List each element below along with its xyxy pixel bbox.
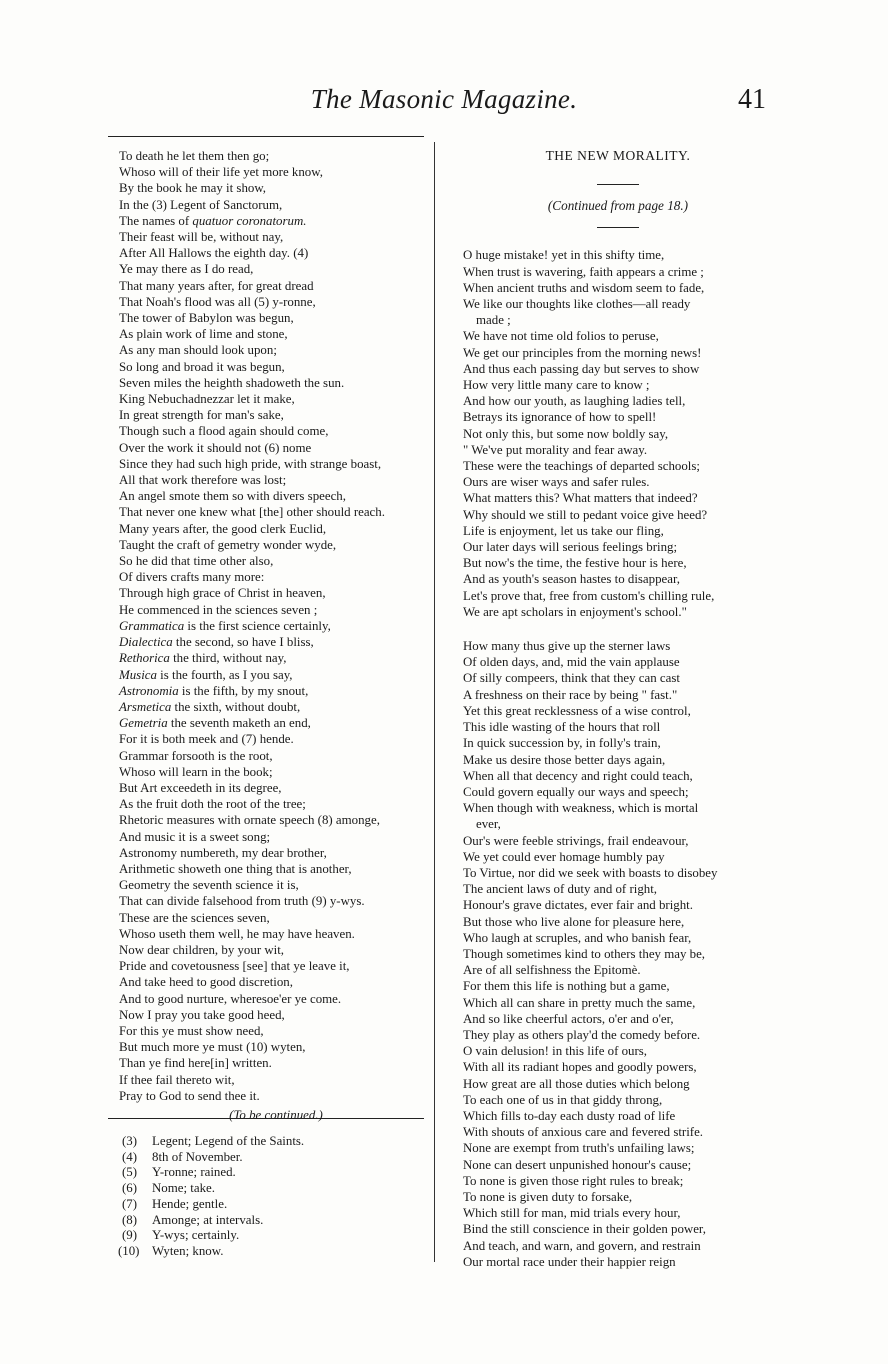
text-line: So he did that time other also, bbox=[119, 554, 274, 569]
text-line: And take heed to good discretion, bbox=[119, 975, 293, 990]
text-line: Than ye find here[in] written. bbox=[119, 1056, 272, 1071]
footnote-text: Wyten; know. bbox=[152, 1243, 224, 1258]
text-line: In great strength for man's sake, bbox=[119, 408, 284, 423]
text-line: That many years after, for great dread bbox=[119, 278, 314, 293]
text-line: That never one knew what [the] other should reach. bbox=[119, 505, 385, 520]
article-subheading: (Continued from page 18.) bbox=[547, 198, 689, 214]
text-line: Through high grace of Christ in heaven, bbox=[119, 586, 326, 601]
text-line: Though such a flood again should come, bbox=[119, 424, 329, 439]
header-rule bbox=[108, 136, 424, 137]
text-line: Honour's grave dictates, ever fair and bright. bbox=[463, 898, 693, 913]
text-line: Pray to God to send thee it. bbox=[119, 1088, 260, 1103]
text-line: Geometry the seventh science it is, bbox=[119, 878, 299, 893]
text-line: Not only this, but some now boldly say, bbox=[463, 426, 669, 441]
text-line: Of olden days, and, mid the vain applause bbox=[463, 655, 680, 670]
text-line: They play as others play'd the comedy before. bbox=[463, 1027, 701, 1042]
text-line: " We've put morality and fear away. bbox=[463, 442, 648, 457]
text-line: And to good nurture, wheresoe'er ye come. bbox=[119, 991, 342, 1006]
text-line: Let's prove that, free from custom's chilling rule, bbox=[463, 588, 715, 603]
text-line: But much more ye must (10) wyten, bbox=[119, 1040, 306, 1055]
text-line: If thee fail thereto wit, bbox=[119, 1072, 235, 1087]
column-divider bbox=[434, 142, 435, 1262]
text-line: That Noah's flood was all (5) y-ronne, bbox=[119, 294, 316, 309]
text-line: Rethorica the third, without nay, bbox=[119, 651, 287, 666]
text-line: Life is enjoyment, let us take our fling, bbox=[463, 523, 664, 538]
footnote-text: Hende; gentle. bbox=[152, 1196, 228, 1211]
text-line: Who laugh at scruples, and who banish fear, bbox=[463, 930, 692, 945]
text-line: These are the sciences seven, bbox=[119, 910, 270, 925]
footnote bbox=[118, 1165, 304, 1181]
text-line: Astronomia is the fifth, by my snout, bbox=[119, 683, 309, 698]
text-line: To none is given those right rules to break; bbox=[463, 1173, 684, 1188]
text-line: Are of all selfishness the Epitomè. bbox=[463, 963, 641, 978]
footnote-text: Nome; take. bbox=[152, 1181, 215, 1196]
text-line: As the fruit doth the root of the tree; bbox=[119, 797, 306, 812]
text-line: Now I pray you take good heed, bbox=[119, 1007, 285, 1022]
text-line: O huge mistake! yet in this shifty time, bbox=[463, 248, 665, 263]
text-line: Whoso will of their life yet more know, bbox=[119, 165, 323, 180]
text-line: Seven miles the heighth shadoweth the sun. bbox=[119, 375, 345, 390]
text-line: Which still for man, mid trials every hour, bbox=[463, 1206, 681, 1221]
left-column bbox=[119, 148, 433, 1123]
text-line: How great are all those duties which belong bbox=[463, 1076, 690, 1091]
text-line: ever, bbox=[476, 817, 501, 832]
text-line: None can desert unpunished honour's cause; bbox=[463, 1157, 692, 1172]
text-line: An angel smote them so with divers speech, bbox=[119, 489, 346, 504]
text-line: And music it is a sweet song; bbox=[119, 829, 271, 844]
text-line: Yet this great recklessness of a wise control, bbox=[463, 703, 691, 718]
footnote-number: (6) bbox=[122, 1181, 138, 1196]
footnote-number: (3) bbox=[122, 1134, 138, 1148]
text-line: King Nebuchadnezzar let it make, bbox=[119, 392, 295, 407]
text-line: Of divers crafts many more: bbox=[119, 570, 265, 585]
footnote-rule bbox=[108, 1118, 424, 1119]
text-line: By the book he may it show, bbox=[119, 181, 267, 196]
text-line: Gemetria the seventh maketh an end, bbox=[119, 716, 311, 731]
text-line: Dialectica the second, so have I bliss, bbox=[119, 635, 314, 650]
stanza-2 bbox=[463, 638, 773, 1270]
footnote bbox=[118, 1134, 304, 1150]
footnote-text: 8th of November. bbox=[152, 1149, 243, 1164]
text-line: made ; bbox=[476, 313, 511, 328]
footnotes bbox=[118, 1134, 304, 1260]
text-line: Grammatica is the first science certainly, bbox=[119, 618, 331, 633]
text-line: To Virtue, nor did we seek with boasts to disobey bbox=[463, 865, 718, 880]
text-line: Musica is the fourth, as I you say, bbox=[119, 667, 293, 682]
text-line: O vain delusion! in this life of ours, bbox=[463, 1044, 648, 1059]
text-line: Their feast will be, without nay, bbox=[119, 230, 284, 245]
footnote bbox=[118, 1197, 304, 1213]
text-line: And so like cheerful actors, o'er and o'er, bbox=[463, 1011, 674, 1026]
text-line: The names of quatuor coronatorum. bbox=[119, 213, 307, 228]
text-line: With shouts of anxious care and fevered strife. bbox=[463, 1125, 704, 1140]
magazine-title: The Masonic Magazine. bbox=[310, 84, 578, 114]
text-line: We yet could ever homage humbly pay bbox=[463, 849, 665, 864]
text-line: Arsmetica the sixth, without doubt, bbox=[119, 699, 301, 714]
text-line: Ours are wiser ways and safer rules. bbox=[463, 475, 650, 490]
text-line: Whoso will learn in the book; bbox=[119, 764, 273, 779]
text-line: But those who live alone for pleasure here, bbox=[463, 914, 685, 929]
text-line: None are exempt from truth's unfailing laws; bbox=[463, 1141, 695, 1156]
text-line: All that work therefore was lost; bbox=[119, 473, 287, 488]
article-heading: THE NEW MORALITY. bbox=[545, 148, 691, 163]
text-line: When trust is wavering, faith appears a crime ; bbox=[463, 264, 704, 279]
to-be-continued: (To be continued.) bbox=[229, 1107, 323, 1122]
text-line: A freshness on their race by being " fast." bbox=[463, 687, 678, 702]
text-line: Which all can share in pretty much the same, bbox=[463, 995, 696, 1010]
text-line: To each one of us in that giddy throng, bbox=[463, 1092, 663, 1107]
text-line: Whoso useth them well, he may have heaven. bbox=[119, 926, 355, 941]
text-line: Since they had such high pride, with strange boast, bbox=[119, 456, 382, 471]
footnote-text: Amonge; at intervals. bbox=[152, 1212, 264, 1227]
text-line: For it is both meek and (7) hende. bbox=[119, 732, 294, 747]
text-line: As any man should look upon; bbox=[119, 343, 277, 358]
text-line: Betrays its ignorance of how to spell! bbox=[463, 410, 657, 425]
footnote-text: Y-wys; certainly. bbox=[152, 1228, 240, 1243]
text-line: When though with weakness, which is mortal bbox=[463, 801, 699, 816]
text-line: That can divide falsehood from truth (9) y-wys. bbox=[119, 894, 365, 909]
text-line: Rhetoric measures with ornate speech (8) amonge, bbox=[119, 813, 380, 828]
page-number: 41 bbox=[738, 84, 766, 115]
footnote-number: (7) bbox=[122, 1196, 138, 1211]
footnote-number: (8) bbox=[122, 1212, 138, 1227]
text-line: But Art exceedeth in its degree, bbox=[119, 780, 282, 795]
text-line: For them this life is nothing but a game, bbox=[463, 979, 670, 994]
text-line: Bind the still conscience in their golden power, bbox=[463, 1222, 706, 1237]
text-line: Make us desire those better days again, bbox=[463, 752, 666, 767]
footnote bbox=[118, 1213, 304, 1229]
text-line: In quick succession by, in folly's train, bbox=[463, 736, 661, 751]
text-line: So long and broad it was begun, bbox=[119, 359, 285, 374]
text-line: Now dear children, by your wit, bbox=[119, 942, 285, 957]
text-line: Ye may there as I do read, bbox=[119, 262, 254, 277]
text-line: Our mortal race under their happier reign bbox=[463, 1254, 676, 1269]
page-header bbox=[0, 84, 888, 124]
text-line: Arithmetic showeth one thing that is another, bbox=[119, 861, 352, 876]
text-line: Could govern equally our ways and speech; bbox=[463, 784, 689, 799]
text-line: We have not time old folios to peruse, bbox=[463, 329, 659, 344]
text-line: Which fills to-day each dusty road of life bbox=[463, 1108, 676, 1123]
text-line: But now's the time, the festive hour is here, bbox=[463, 556, 687, 571]
footnote bbox=[118, 1244, 304, 1260]
right-column bbox=[463, 148, 773, 1270]
text-line: How very little many care to know ; bbox=[463, 378, 650, 393]
footnote-number: (4) bbox=[122, 1149, 138, 1164]
text-line: The tower of Babylon was begun, bbox=[119, 311, 294, 326]
poem-lines bbox=[119, 148, 433, 1104]
footnote bbox=[118, 1181, 304, 1197]
text-line: Many years after, the good clerk Euclid, bbox=[119, 521, 327, 536]
text-line: How many thus give up the sterner laws bbox=[463, 639, 671, 654]
text-line: For this ye must show need, bbox=[119, 1023, 264, 1038]
text-line: He commenced in the sciences seven ; bbox=[119, 602, 318, 617]
text-line: In the (3) Legent of Sanctorum, bbox=[119, 197, 283, 212]
text-line: Over the work it should not (6) nome bbox=[119, 440, 312, 455]
footnote-number: (5) bbox=[122, 1165, 138, 1180]
footnote-number: (9) bbox=[122, 1228, 138, 1243]
text-line: Taught the craft of gemetry wonder wyde, bbox=[119, 537, 337, 552]
text-line: The ancient laws of duty and of right, bbox=[463, 882, 658, 897]
text-line: Of silly compeers, think that they can cast bbox=[463, 671, 680, 686]
text-line: Though sometimes kind to others they may be, bbox=[463, 946, 706, 961]
footnote bbox=[118, 1228, 304, 1244]
text-line: When ancient truths and wisdom seem to fade, bbox=[463, 280, 705, 295]
text-line: These were the teachings of departed schools; bbox=[463, 459, 700, 474]
text-line: We are apt scholars in enjoyment's school." bbox=[463, 604, 687, 619]
footnote bbox=[118, 1150, 304, 1166]
text-line: And as youth's season hastes to disappear, bbox=[463, 572, 680, 587]
footnote-number: (10) bbox=[118, 1243, 140, 1258]
stanza-1 bbox=[463, 247, 773, 620]
text-line: As plain work of lime and stone, bbox=[119, 327, 288, 342]
text-line: Grammar forsooth is the root, bbox=[119, 748, 273, 763]
text-line: We get our principles from the morning news! bbox=[463, 345, 702, 360]
text-line: We like our thoughts like clothes—all ready bbox=[463, 297, 691, 312]
text-line: To none is given duty to forsake, bbox=[463, 1189, 633, 1204]
text-line: With all its radiant hopes and goodly powers, bbox=[463, 1060, 697, 1075]
text-line: This idle wasting of the hours that roll bbox=[463, 720, 661, 735]
text-line: Astronomy numbereth, my dear brother, bbox=[119, 845, 327, 860]
text-line: Our's were feeble strivings, frail endeavour, bbox=[463, 833, 689, 848]
text-line: Our later days will serious feelings bring; bbox=[463, 540, 678, 555]
text-line: What matters this? What matters that indeed? bbox=[463, 491, 698, 506]
text-line: Why should we still to pedant voice give heed? bbox=[463, 507, 708, 522]
text-line: And thus each passing day but serves to show bbox=[463, 361, 700, 376]
text-line: To death he let them then go; bbox=[119, 149, 270, 163]
text-line: When all that decency and right could teach, bbox=[463, 768, 693, 783]
text-line: And teach, and warn, and govern, and restrain bbox=[463, 1238, 701, 1253]
text-line: Pride and covetousness [see] that ye leave it, bbox=[119, 959, 350, 974]
footnote-text: Y-ronne; rained. bbox=[152, 1165, 236, 1180]
text-line: And how our youth, as laughing ladies tell, bbox=[463, 394, 686, 409]
footnote-text: Legent; Legend of the Saints. bbox=[152, 1134, 305, 1148]
text-line: After All Hallows the eighth day. (4) bbox=[119, 246, 309, 261]
